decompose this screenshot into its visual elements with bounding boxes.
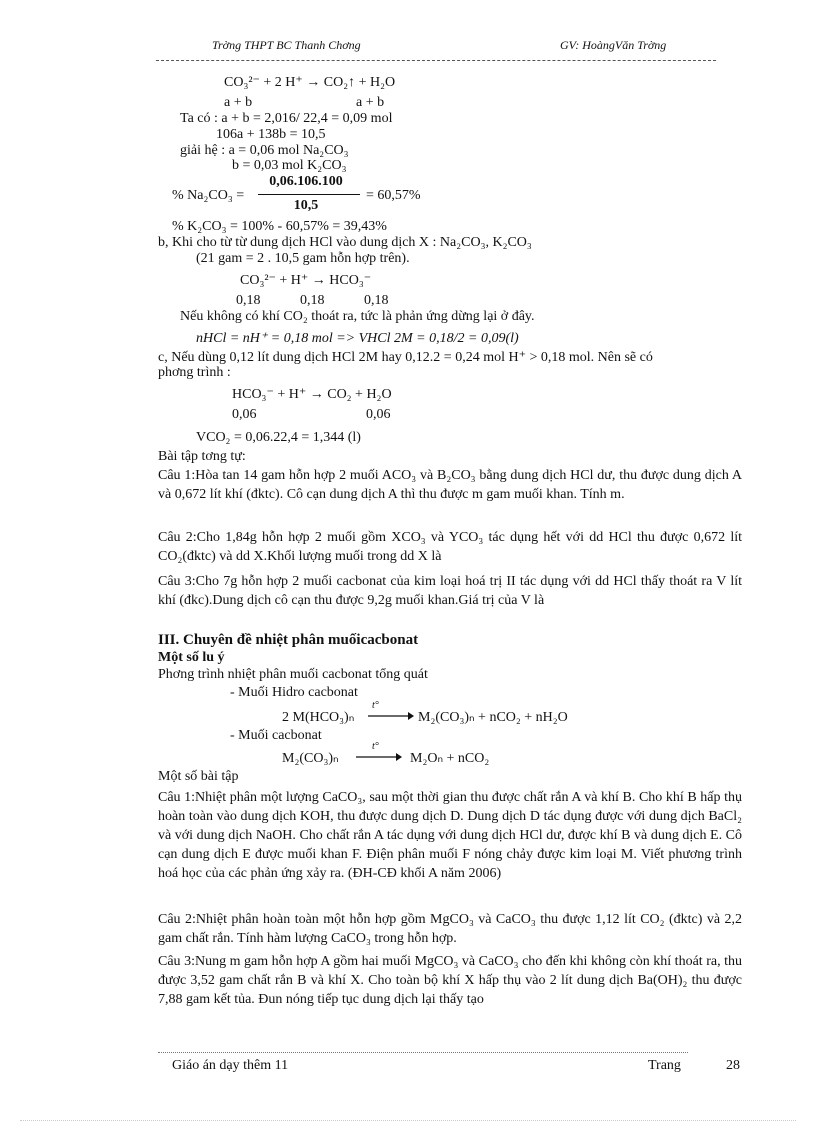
text-line: giải hệ : a = 0,06 mol Na₂CO₃: [180, 143, 349, 158]
equation-2-values: 0,18 0,18 0,18: [236, 293, 389, 308]
equation-5-right: M₂Oₙ + nCO₂: [410, 751, 490, 766]
exercise-6: Câu 3:Nung m gam hỗn hợp A gồm hai muối MgCO₃ và CaCO₃ cho đến khi không còn khí thoát ra, thu được 3,52 gam chất rắn B và khí X. Cho toàn bộ khí X hấp thụ vào 2 lít dung dịch Ba(OH)₂ thu được 7,88 gam kết tủa. Đun nóng tiếp tục dung dịch lại thấy tạo: [158, 954, 742, 1007]
text-line: Một số bài tập: [158, 769, 239, 784]
text-line: Nếu không có khí CO₂ thoát ra, tức là phản ứng dừng lại ở đây.: [180, 309, 535, 324]
header-teacher: GV: HoàngVăn Trờng: [560, 38, 667, 52]
footer-page-label: Trang: [648, 1058, 681, 1073]
text-line: % K₂CO₃ = 100% - 60,57% = 39,43%: [172, 219, 387, 234]
exercise-3: Câu 3:Cho 7g hỗn hợp 2 muối cacbonat của kim loại hoá trị II tác dụng với dd HCl thấy thoát ra V lít khí (đkc).Dung dịch cô cạn thu được 9,2g muối khan.Giá trị của V là: [158, 574, 742, 608]
text-line: b = 0,03 mol K₂CO₃: [232, 158, 347, 173]
exercise-1: Câu 1:Hòa tan 14 gam hỗn hợp 2 muối ACO₃ và B₂CO₃ bằng dung dịch HCl dư, thu được dung dịch A và 0,672 lít khí (đktc). Cô cạn dung dịch A thì thu được m gam muối khan. Tính m.: [158, 468, 742, 502]
heat-arrow-icon: [368, 711, 414, 721]
text-line: c, Nếu dùng 0,12 lít dung dịch HCl 2M hay 0,12.2 = 0,24 mol H⁺ > 0,18 mol. Nên sẽ có: [158, 350, 653, 365]
text-line: b, Khi cho từ từ dung dịch HCl vào dung dịch X : Na₂CO₃, K₂CO₃: [158, 235, 532, 250]
equation-1-sub-right: a + b: [356, 95, 385, 110]
text-line: VCO₂ = 0,06.22,4 = 1,344 (l): [196, 430, 361, 445]
equation-1-sub-left: a + b: [224, 95, 253, 110]
text-line: Bài tập tơng tự:: [158, 449, 246, 464]
footer-rule: [158, 1052, 688, 1053]
heat-label: t°: [372, 700, 379, 711]
pct-denominator: 10,5: [293, 198, 319, 213]
footer-bottom-rule: [20, 1120, 796, 1121]
equation-3-v2: 0,06: [366, 407, 391, 422]
pct-label: % Na₂CO₃ =: [172, 188, 245, 203]
pct-numerator: 0,06.106.100: [269, 174, 343, 189]
footer-left: Giáo án dạy thêm 11: [172, 1058, 289, 1073]
equation-4-left: 2 M(HCO₃)ₙ: [282, 710, 355, 725]
section-title: III. Chuyên đề nhiệt phân muốicacbonat: [158, 632, 419, 648]
equation-1: CO₃²⁻ + 2 H⁺ → CO₂↑ + H₂O: [224, 75, 396, 90]
text-line: nHCl = nH⁺ = 0,18 mol => VHCl 2M = 0,18/2 = 0,09(l): [196, 331, 519, 346]
header-rule: [156, 60, 716, 61]
text-line: (21 gam = 2 . 10,5 gam hỗn hợp trên).: [196, 251, 410, 266]
heat-arrow-icon: [356, 752, 402, 762]
exercise-2: Câu 2:Cho 1,84g hỗn hợp 2 muối gồm XCO₃ và YCO₃ tác dụng hết với dd HCl thu được 0,672 lít CO₂(đktc) và dd X.Khối lượng muối trong dd X là: [158, 530, 742, 564]
section-subtitle: Một số lu ý: [158, 650, 225, 665]
equation-4-right: M₂(CO₃)ₙ + nCO₂ + nH₂O: [418, 710, 568, 725]
exercise-4: Câu 1:Nhiệt phân một lượng CaCO₃, sau một thời gian thu được chất rắn A và khí B. Cho khí B hấp thụ hoàn toàn vào dung dịch KOH, thu được dung dịch D. Dung dịch D tác dụng được với dung dịch BaCl₂ và với dung dịch NaOH. Cho chất rắn A tác dụng với dung dịch HCl dư, được khí B và dung dịch E. Cô cạn dung dịch E được muối khan F. Điện phân muối F nóng chảy được kim loại M. Viết phương trình hoá học của các phản ứng xảy ra. (ĐH-CĐ khối A năm 2006): [158, 790, 742, 881]
footer-page-number: 28: [726, 1058, 740, 1073]
equation-2: CO₃²⁻ + H⁺ → HCO₃⁻: [240, 273, 372, 288]
text-line: Ta có : a + b = 2,016/ 22,4 = 0,09 mol: [180, 111, 393, 126]
exercise-5: Câu 2:Nhiệt phân hoàn toàn một hỗn hợp gồm MgCO₃ và CaCO₃ thu được 1,12 lít CO₂ (đktc) và 2,2 gam chất rắn. Tính hàm lượng CaCO₃ trong hỗn hợp.: [158, 912, 742, 946]
equation-3-v1: 0,06: [232, 407, 257, 422]
heat-label: t°: [372, 741, 379, 752]
pct-result: = 60,57%: [366, 188, 421, 203]
text-line: phơng trình :: [158, 365, 231, 380]
equation-5-left: M₂(CO₃)ₙ: [282, 751, 339, 766]
text-line: 106a + 138b = 10,5: [216, 127, 326, 142]
header-school: Trờng THPT BC Thanh Chơng: [212, 38, 361, 52]
text-line: Phơng trình nhiệt phân muối cacbonat tổng quát: [158, 667, 428, 682]
text-line: - Muối cacbonat: [230, 728, 322, 743]
equation-3: HCO₃⁻ + H⁺ → CO₂ + H₂O: [232, 387, 392, 402]
text-line: - Muối Hidro cacbonat: [230, 685, 358, 700]
fraction-bar: [258, 194, 360, 195]
